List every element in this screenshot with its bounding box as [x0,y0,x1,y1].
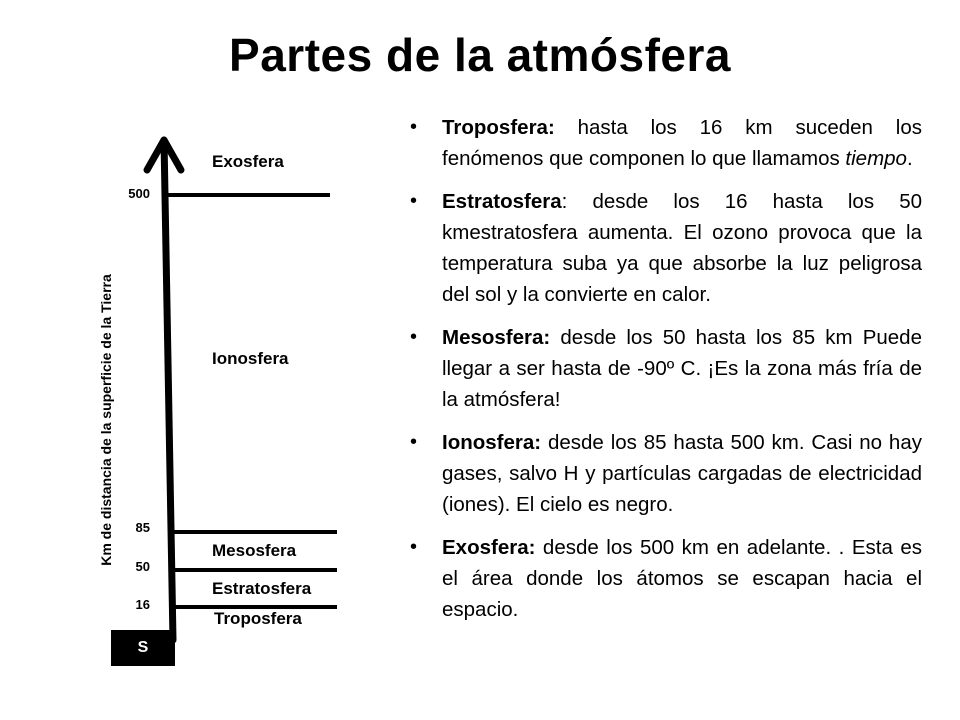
altitude-axis [0,0,400,720]
bullet-icon: • [410,536,418,558]
layer-label-mesosfera: Mesosfera [212,541,297,560]
emphasis-tiempo: tiempo [845,147,907,170]
layer-description-list [410,112,922,637]
surface-marker: S [111,630,175,666]
description-mesosfera: desde los 50 hasta los 85 km Puede llegar a ser hasta de -90º C. ¡Es la zona más fría de la atmósfera! [442,326,922,411]
term-mesosfera: Mesosfera: [442,326,551,349]
list-item-exosfera [410,532,922,625]
description-troposfera: hasta los 16 km suceden los fenómenos que componen lo que llamamos [442,116,922,170]
list-item-troposfera [410,112,922,174]
axis-line [164,140,173,640]
description-ionosfera: desde los 85 hasta 500 km. Casi no hay gases, salvo H y partículas cargadas de electricidad (iones). El cielo es negro. [442,431,922,516]
atmosphere-diagram [0,0,400,720]
tick-label-16: 16 [135,597,150,612]
layer-label-estratosfera: Estratosfera [212,579,312,598]
bullet-icon: • [410,190,418,212]
term-estratosfera: Estratosfera [442,190,562,213]
layer-label-troposfera: Troposfera [214,609,302,628]
axis-label: Km de distancia de la superficie de la Tierra [98,274,114,566]
tick-label-85: 85 [135,520,150,535]
slide-title: Partes de la atmósfera [229,29,731,81]
term-ionosfera: Ionosfera: [442,431,542,454]
tick-label-500: 500 [128,186,150,201]
layer-label-ionosfera: Ionosfera [212,349,289,368]
description-troposfera-end: . [906,147,913,170]
term-troposfera: Troposfera: [442,116,555,139]
bullet-icon: • [410,116,418,138]
list-item-mesosfera [410,322,922,415]
term-exosfera: Exosfera: [442,536,536,559]
layer-label-exosfera: Exosfera [212,152,284,171]
bullet-icon: • [410,326,418,348]
description-exosfera: desde los 500 km en adelante. . Esta es el área donde los átomos se escapan hacia el espacio. [442,536,922,621]
tick-label-50: 50 [135,559,150,574]
description-estratosfera: : desde los 16 hasta los 50 kmestratosfera aumenta. El ozono provoca que la temperatura suba ya que absorbe la luz peligrosa del sol y la convierte en calor. [442,190,922,306]
list-item-estratosfera [410,186,922,310]
list-item-ionosfera [410,427,922,520]
bullet-icon: • [410,431,418,453]
